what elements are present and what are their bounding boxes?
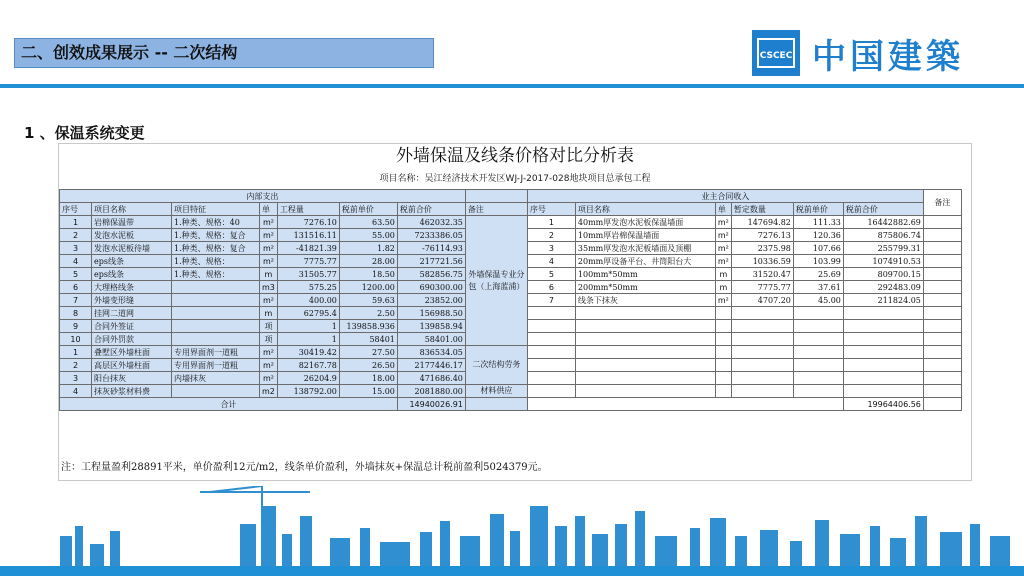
left-total: 14940026.91 xyxy=(397,398,465,411)
column-header: 单 xyxy=(260,203,278,216)
cscec-logo-icon xyxy=(752,30,800,76)
item-unit-price: 15.00 xyxy=(339,385,397,398)
logo-text: 中国建築 xyxy=(812,36,964,77)
comparison-sheet xyxy=(58,143,972,481)
item-feature xyxy=(172,281,260,294)
item-unit-price: 59.63 xyxy=(339,294,397,307)
owner-item-total: 1074910.53 xyxy=(843,255,923,268)
empty-cell xyxy=(575,385,715,398)
item-feature xyxy=(172,320,260,333)
item-quantity: 1 xyxy=(277,320,339,333)
item-unit-price: 1200.00 xyxy=(339,281,397,294)
empty-cell xyxy=(527,320,575,333)
owner-item-name: 200mm*50mm xyxy=(575,281,715,294)
item-name: eps线条 xyxy=(92,268,172,281)
column-headers xyxy=(60,203,962,216)
item-unit: m² xyxy=(260,372,278,385)
item-total: 690300.00 xyxy=(397,281,465,294)
row-number: 9 xyxy=(60,320,92,333)
remark-cell xyxy=(923,359,961,372)
remark-cell xyxy=(923,216,961,229)
remark-cell xyxy=(923,398,961,411)
empty-cell xyxy=(793,372,843,385)
column-header: 税前合价 xyxy=(397,203,465,216)
empty-cell xyxy=(793,307,843,320)
city-skyline-graphic xyxy=(0,486,1024,576)
empty-cell xyxy=(527,307,575,320)
row-number: 3 xyxy=(60,372,92,385)
item-name: 岩棉保温带 xyxy=(92,216,172,229)
owner-item-unit-price: 111.33 xyxy=(793,216,843,229)
empty-cell xyxy=(793,385,843,398)
item-unit-price: 27.50 xyxy=(339,346,397,359)
item-feature: 内墙抹灰 xyxy=(172,372,260,385)
owner-row-number: 2 xyxy=(527,229,575,242)
item-total: 23852.00 xyxy=(397,294,465,307)
column-header: 税前单价 xyxy=(793,203,843,216)
empty-cell xyxy=(793,333,843,346)
empty-cell xyxy=(527,359,575,372)
empty-cell xyxy=(527,346,575,359)
empty-cell xyxy=(731,385,793,398)
empty-cell xyxy=(527,372,575,385)
owner-row-number: 6 xyxy=(527,281,575,294)
item-total: 217721.56 xyxy=(397,255,465,268)
column-header: 备注 xyxy=(465,203,527,216)
item-quantity: 138792.00 xyxy=(277,385,339,398)
sheet-title: 外墙保温及线条价格对比分析表 xyxy=(396,146,634,166)
item-quantity: 82167.78 xyxy=(277,359,339,372)
owner-item-unit: m² xyxy=(715,294,731,307)
empty-cell xyxy=(715,372,731,385)
right-total: 19964406.56 xyxy=(843,398,923,411)
table-body xyxy=(60,216,962,411)
item-unit-price: 26.50 xyxy=(339,359,397,372)
internal-cost-header: 内部支出 xyxy=(60,190,466,203)
owner-item-unit: m xyxy=(715,281,731,294)
column-header: 工程量 xyxy=(277,203,339,216)
column-header: 单 xyxy=(715,203,731,216)
item-feature: 1.种类、规格：40 xyxy=(172,216,260,229)
item-unit: m2 xyxy=(260,385,278,398)
remark-cell xyxy=(923,346,961,359)
item-feature xyxy=(172,385,260,398)
item-total: 58401.00 xyxy=(397,333,465,346)
item-quantity: 31505.77 xyxy=(277,268,339,281)
owner-item-name: 40mm厚发泡水泥板保温墙面 xyxy=(575,216,715,229)
item-unit-price: 18.00 xyxy=(339,372,397,385)
item-feature: 1.种类、规格：复合 xyxy=(172,229,260,242)
owner-item-unit: m² xyxy=(715,255,731,268)
row-number: 5 xyxy=(60,268,92,281)
item-total: 2177446.17 xyxy=(397,359,465,372)
owner-item-unit-price: 103.99 xyxy=(793,255,843,268)
row-number: 4 xyxy=(60,255,92,268)
summary-note: 注：工程量盈利28891平米，单价盈利12元/m2，线条单价盈利，外墙抹灰+保温总计税前盈利5024379元。 xyxy=(61,462,548,473)
column-header: 暂定数量 xyxy=(731,203,793,216)
item-total: -76114.93 xyxy=(397,242,465,255)
column-header: 序号 xyxy=(60,203,92,216)
item-unit-price: 2.50 xyxy=(339,307,397,320)
owner-item-quantity: 2375.98 xyxy=(731,242,793,255)
item-quantity: 7775.77 xyxy=(277,255,339,268)
item-feature xyxy=(172,333,260,346)
empty-cell xyxy=(575,320,715,333)
item-unit-price: 139858.936 xyxy=(339,320,397,333)
sheet-project-name: 项目名称：吴江经济技术开发区WJ-J-2017-028地块项目总承包工程 xyxy=(379,174,651,184)
item-unit: m² xyxy=(260,255,278,268)
row-number: 10 xyxy=(60,333,92,346)
section-title: 二、创效成果展示 -- 二次结构 xyxy=(14,38,434,68)
empty-cell xyxy=(575,307,715,320)
item-feature xyxy=(172,294,260,307)
logo-mark-text: CSCEC xyxy=(759,51,793,61)
item-quantity: 7276.10 xyxy=(277,216,339,229)
empty-cell xyxy=(715,346,731,359)
owner-item-name: 100mm*50mm xyxy=(575,268,715,281)
owner-item-quantity: 31520.47 xyxy=(731,268,793,281)
empty-cell xyxy=(843,307,923,320)
item-feature: 1.种类、规格： xyxy=(172,255,260,268)
item-quantity: 131516.11 xyxy=(277,229,339,242)
owner-item-unit: m xyxy=(715,268,731,281)
item-name: 阳台抹灰 xyxy=(92,372,172,385)
header-divider xyxy=(0,84,1024,88)
empty-cell xyxy=(843,372,923,385)
remark-cell xyxy=(923,385,961,398)
owner-item-unit: m² xyxy=(715,229,731,242)
item-unit: m² xyxy=(260,229,278,242)
empty-cell xyxy=(731,320,793,333)
empty-cell xyxy=(527,333,575,346)
row-number: 1 xyxy=(60,346,92,359)
item-feature: 1.种类、规格： xyxy=(172,268,260,281)
owner-item-quantity: 10336.59 xyxy=(731,255,793,268)
left-remark-labor: 二次结构劳务 xyxy=(465,346,527,385)
item-unit-price: 18.50 xyxy=(339,268,397,281)
item-total: 139858.94 xyxy=(397,320,465,333)
empty-cell xyxy=(575,372,715,385)
empty-cell xyxy=(843,359,923,372)
empty-cell xyxy=(465,398,527,411)
owner-item-unit-price: 120.36 xyxy=(793,229,843,242)
owner-item-total: 292483.09 xyxy=(843,281,923,294)
left-remark-subcontract: 外墙保温专业分包（上海蓝浦） xyxy=(465,216,527,346)
item-quantity: 30419.42 xyxy=(277,346,339,359)
empty-cell xyxy=(793,346,843,359)
empty-cell xyxy=(527,385,575,398)
table-row xyxy=(60,346,962,359)
column-header: 项目特征 xyxy=(172,203,260,216)
owner-item-name: 10mm厚岩棉保温墙面 xyxy=(575,229,715,242)
item-name: 发泡水泥板待墙 xyxy=(92,242,172,255)
remark-cell xyxy=(923,281,961,294)
subsection-title: 1 、保温系统变更 xyxy=(24,124,145,142)
item-name: 外墙变形缝 xyxy=(92,294,172,307)
owner-item-unit-price: 45.00 xyxy=(793,294,843,307)
owner-item-quantity: 7276.13 xyxy=(731,229,793,242)
item-total: 471686.40 xyxy=(397,372,465,385)
remark-cell xyxy=(923,268,961,281)
row-number: 3 xyxy=(60,242,92,255)
empty-cell xyxy=(843,346,923,359)
total-row xyxy=(60,398,962,411)
empty-cell xyxy=(715,320,731,333)
column-header: 税前单价 xyxy=(339,203,397,216)
item-unit: m xyxy=(260,307,278,320)
empty-cell xyxy=(731,372,793,385)
item-feature xyxy=(172,307,260,320)
item-name: 合同外签证 xyxy=(92,320,172,333)
owner-row-number: 1 xyxy=(527,216,575,229)
remark-cell xyxy=(923,229,961,242)
item-quantity: 575.25 xyxy=(277,281,339,294)
remark-cell xyxy=(923,242,961,255)
building-silhouettes xyxy=(60,506,1010,566)
item-name: 大理格线条 xyxy=(92,281,172,294)
empty-cell xyxy=(715,333,731,346)
column-header: 项目名称 xyxy=(575,203,715,216)
owner-item-total: 211824.05 xyxy=(843,294,923,307)
owner-item-total: 255799.31 xyxy=(843,242,923,255)
item-total: 156988.50 xyxy=(397,307,465,320)
row-number: 2 xyxy=(60,359,92,372)
empty-cell xyxy=(731,333,793,346)
owner-item-name: 35mm厚发泡水泥板墙面及顶棚 xyxy=(575,242,715,255)
empty-cell xyxy=(715,307,731,320)
item-total: 7233386.05 xyxy=(397,229,465,242)
item-name: 挂网二道网 xyxy=(92,307,172,320)
empty-cell xyxy=(843,320,923,333)
item-total: 462032.35 xyxy=(397,216,465,229)
item-feature: 1.种类、规格：复合 xyxy=(172,242,260,255)
empty-cell xyxy=(731,346,793,359)
owner-item-quantity: 7775.77 xyxy=(731,281,793,294)
item-feature: 专用界面剂一道粗 xyxy=(172,359,260,372)
owner-item-quantity: 147694.82 xyxy=(731,216,793,229)
item-unit-price: 58401 xyxy=(339,333,397,346)
empty-cell xyxy=(527,398,843,411)
column-header: 税前合价 xyxy=(843,203,923,216)
item-name: 合同外罚款 xyxy=(92,333,172,346)
row-number: 1 xyxy=(60,216,92,229)
empty-cell xyxy=(731,359,793,372)
table-row xyxy=(60,385,962,398)
empty-cell xyxy=(575,333,715,346)
empty-cell xyxy=(793,320,843,333)
remark-cell xyxy=(923,333,961,346)
empty-cell xyxy=(843,385,923,398)
remark-cell xyxy=(923,294,961,307)
left-remark-material: 材料供应 xyxy=(465,385,527,398)
item-name: 抹灰砂浆材料费 xyxy=(92,385,172,398)
table-row xyxy=(60,216,962,229)
item-unit: m² xyxy=(260,216,278,229)
owner-item-unit: m² xyxy=(715,216,731,229)
owner-item-name: 线条下抹灰 xyxy=(575,294,715,307)
item-total: 582856.75 xyxy=(397,268,465,281)
owner-item-unit: m² xyxy=(715,242,731,255)
owner-item-unit-price: 37.61 xyxy=(793,281,843,294)
owner-item-unit-price: 25.69 xyxy=(793,268,843,281)
owner-item-name: 20mm厚设备平台、井筒阳台大 xyxy=(575,255,715,268)
item-unit-price: 63.50 xyxy=(339,216,397,229)
item-name: 叠墅区外墙柱面 xyxy=(92,346,172,359)
row-number: 2 xyxy=(60,229,92,242)
empty-cell xyxy=(715,359,731,372)
remark-cell xyxy=(923,320,961,333)
empty-cell xyxy=(575,346,715,359)
column-header: 项目名称 xyxy=(92,203,172,216)
item-unit: 项 xyxy=(260,320,278,333)
item-total: 2081880.00 xyxy=(397,385,465,398)
item-name: 高层区外墙柱面 xyxy=(92,359,172,372)
empty-cell xyxy=(843,333,923,346)
empty-cell xyxy=(715,385,731,398)
item-total: 836534.05 xyxy=(397,346,465,359)
owner-row-number: 7 xyxy=(527,294,575,307)
item-unit-price: 1.82 xyxy=(339,242,397,255)
owner-item-unit-price: 107.66 xyxy=(793,242,843,255)
item-quantity: 400.00 xyxy=(277,294,339,307)
item-unit: m² xyxy=(260,346,278,359)
item-unit: m xyxy=(260,268,278,281)
row-number: 8 xyxy=(60,307,92,320)
item-quantity: -41821.39 xyxy=(277,242,339,255)
item-quantity: 26204.9 xyxy=(277,372,339,385)
item-unit: m² xyxy=(260,242,278,255)
item-quantity: 1 xyxy=(277,333,339,346)
item-unit-price: 28.00 xyxy=(339,255,397,268)
column-header: 序号 xyxy=(527,203,575,216)
item-unit-price: 55.00 xyxy=(339,229,397,242)
owner-row-number: 3 xyxy=(527,242,575,255)
remark-header: 备注 xyxy=(923,190,961,216)
item-unit: m² xyxy=(260,359,278,372)
owner-revenue-header: 业主合同收入 xyxy=(527,190,923,203)
item-quantity: 62795.4 xyxy=(277,307,339,320)
empty-cell xyxy=(731,307,793,320)
row-number: 6 xyxy=(60,281,92,294)
empty-cell xyxy=(575,359,715,372)
left-remark-header-top xyxy=(465,190,527,203)
owner-item-total: 809700.15 xyxy=(843,268,923,281)
comparison-table xyxy=(59,189,962,411)
item-unit: 项 xyxy=(260,333,278,346)
owner-item-total: 16442882.69 xyxy=(843,216,923,229)
owner-row-number: 5 xyxy=(527,268,575,281)
company-logo xyxy=(752,30,964,76)
empty-cell xyxy=(793,359,843,372)
remark-cell xyxy=(923,372,961,385)
owner-item-quantity: 4707.20 xyxy=(731,294,793,307)
owner-item-total: 875806.74 xyxy=(843,229,923,242)
item-unit: m3 xyxy=(260,281,278,294)
remark-cell xyxy=(923,255,961,268)
item-unit: m² xyxy=(260,294,278,307)
item-feature: 专用界面剂一道粗 xyxy=(172,346,260,359)
item-name: eps线条 xyxy=(92,255,172,268)
owner-row-number: 4 xyxy=(527,255,575,268)
total-label: 合计 xyxy=(60,398,398,411)
row-number: 7 xyxy=(60,294,92,307)
item-name: 发泡水泥板 xyxy=(92,229,172,242)
remark-cell xyxy=(923,307,961,320)
row-number: 4 xyxy=(60,385,92,398)
